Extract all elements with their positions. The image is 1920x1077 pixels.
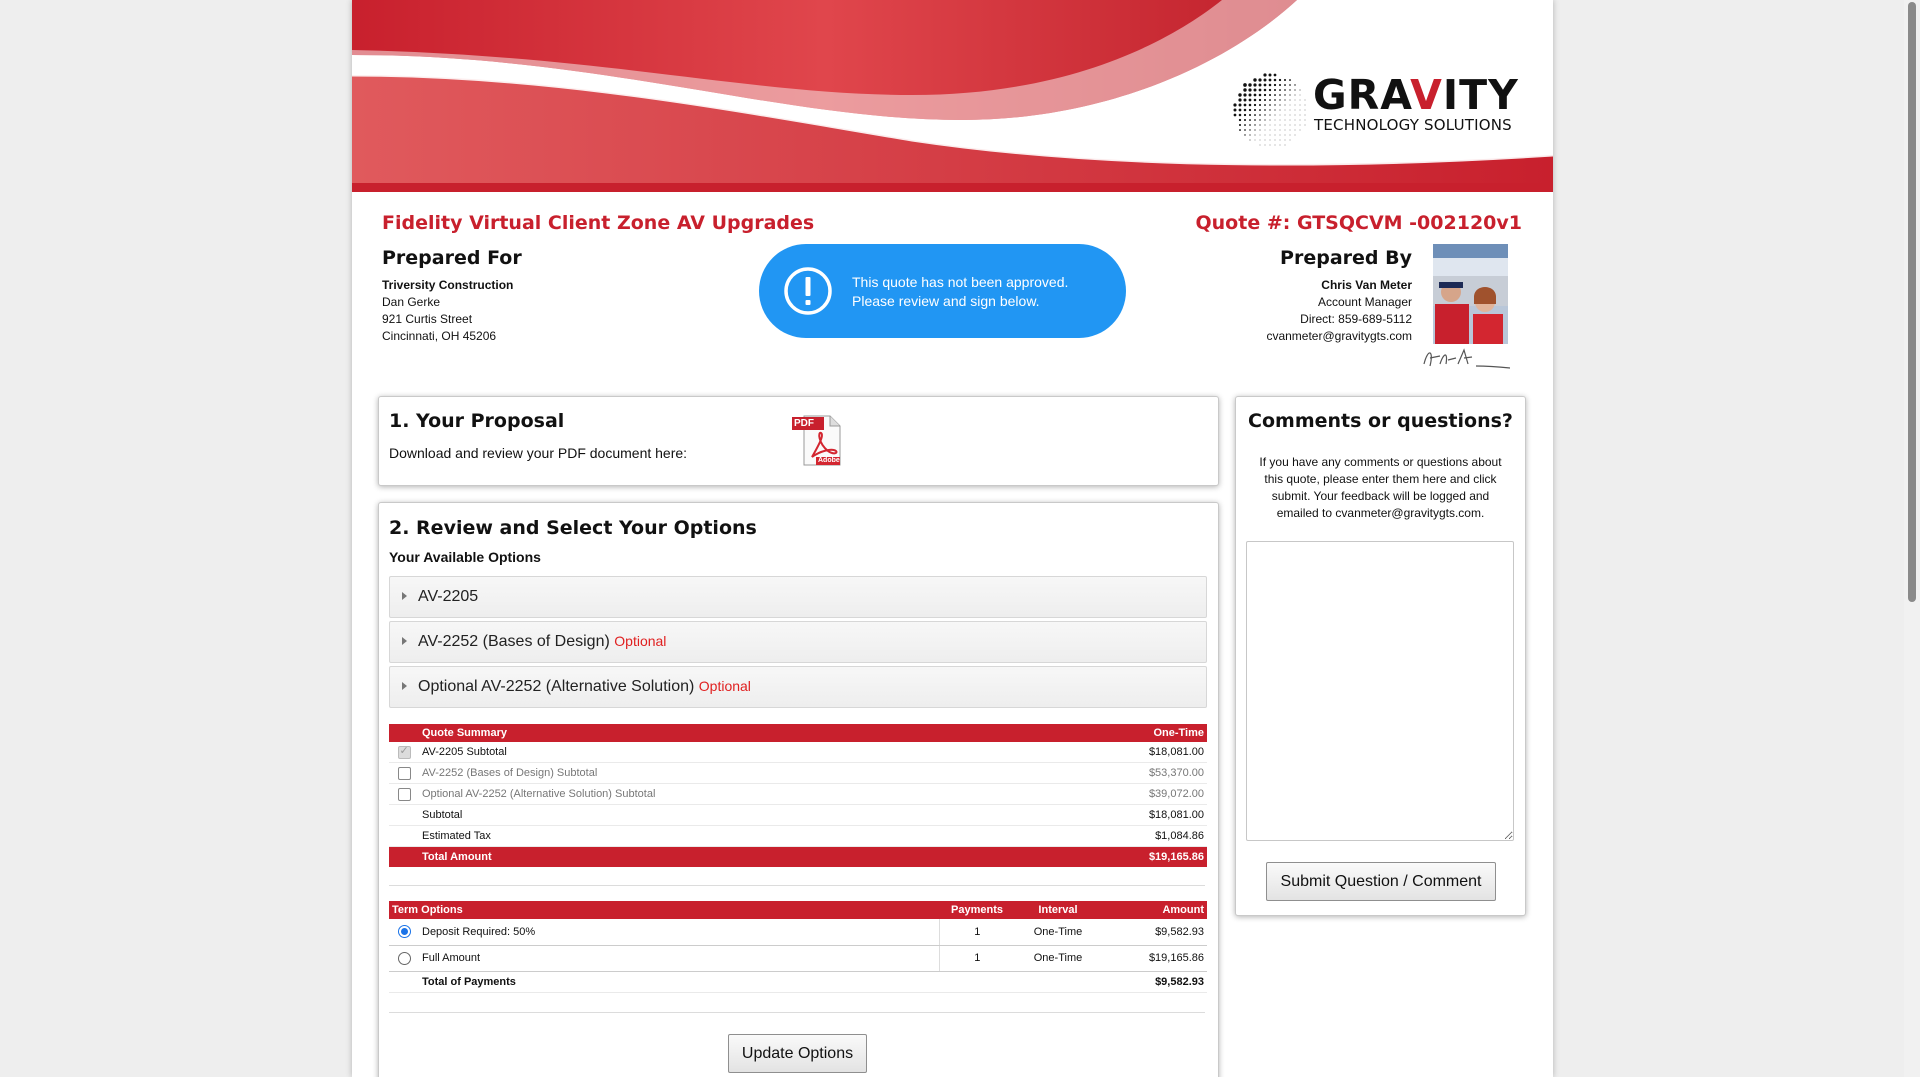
term-amount: $9,582.93 [1101,919,1207,945]
term-options-header: Term Options [389,901,939,919]
tax-row [389,826,1207,847]
payments-total-row [389,971,1207,992]
instructions-line: submit. Your feedback will be logged and [1271,489,1490,503]
caret-right-icon [402,682,407,690]
quote-number: Quote #: GTSQCVM -002120v1 [1195,212,1522,234]
instructions-line: this quote, please enter them here and click [1264,472,1497,486]
interval-header: Interval [1015,901,1101,919]
empty-cell [389,826,419,847]
proposal-text: Download and review your PDF document here: [389,445,688,461]
table-row [389,784,1207,805]
subtotal-row [389,805,1207,826]
subtotal-checkbox-av-2205[interactable] [398,746,411,759]
options-subtitle: Your Available Options [389,549,541,565]
project-title: Fidelity Virtual Client Zone AV Upgrades [382,212,815,234]
sales-rep-details [1266,277,1412,345]
client-street: 921 Curtis Street [382,312,473,326]
total-row [389,847,1207,868]
tax-label: Estimated Tax [419,826,1047,847]
vertical-scrollbar[interactable] [1904,0,1920,1077]
row-amount: $53,370.00 [1047,763,1207,784]
submit-comment-button[interactable]: Submit Question / Comment [1266,862,1496,901]
rep-email: cvanmeter@gravitygts.com [1266,329,1412,343]
proposal-panel [378,396,1219,486]
comments-instructions [1236,454,1525,522]
payments-total-label: Total of Payments [419,971,939,992]
table-header-row [389,901,1207,919]
empty-cell [1015,971,1101,992]
term-payments: 1 [939,919,1015,945]
row-label: AV-2205 Subtotal [419,742,1047,763]
empty-cell [389,805,419,826]
divider [389,1012,1205,1013]
row-label: AV-2252 (Bases of Design) Subtotal [419,763,1047,784]
comments-panel [1235,396,1526,916]
options-title: 2. Review and Select Your Options [389,517,757,539]
empty-cell [939,971,1015,992]
empty-cell [389,971,419,992]
option-accordion-av-2252-bases[interactable] [389,621,1207,663]
checkbox-cell [389,763,419,784]
payments-total-amount: $9,582.93 [1101,971,1207,992]
instructions-line: If you have any comments or questions about [1259,455,1502,469]
rep-phone: Direct: 859-689-5112 [1300,312,1412,326]
avatar [1433,244,1508,344]
quote-summary-table [389,724,1207,867]
payments-header: Payments [939,901,1015,919]
exclamation-circle-icon [783,266,833,316]
radio-cell [389,945,419,971]
instructions-line: emailed to cvanmeter@gravitygts.com. [1276,506,1485,520]
term-label: Full Amount [419,945,939,971]
term-interval: One-Time [1015,919,1101,945]
table-row [389,742,1207,763]
table-header-row [389,724,1207,742]
rep-name: Chris Van Meter [1321,278,1412,292]
option-name: AV-2205 [418,588,479,605]
checkbox-cell [389,784,419,805]
radio-cell [389,919,419,945]
pdf-download-link[interactable] [790,413,844,467]
row-amount: $18,081.00 [1047,742,1207,763]
term-amount: $19,165.86 [1101,945,1207,971]
client-company: Triversity Construction [382,278,514,292]
total-amount: $19,165.86 [1047,847,1207,868]
table-row [389,919,1207,945]
subtotal-label: Subtotal [419,805,1047,826]
header-spacer [389,724,419,742]
term-interval: One-Time [1015,945,1101,971]
term-radio-deposit[interactable] [398,925,411,938]
proposal-title: 1. Your Proposal [389,410,565,432]
term-label: Deposit Required: 50% [419,919,939,945]
optional-tag: Optional [614,633,667,649]
client-contact: Dan Gerke [382,295,441,309]
option-accordion-av-2205[interactable] [389,576,1207,618]
pdf-caption: Adobe [818,457,840,464]
pdf-badge: PDF [794,418,814,429]
caret-right-icon [402,592,407,600]
row-label: Optional AV-2252 (Alternative Solution) Subtotal [419,784,1047,805]
amount-header: Amount [1101,901,1207,919]
one-time-header: One-Time [1047,724,1207,742]
prepared-for-heading: Prepared For [382,247,522,269]
comment-textarea[interactable] [1246,541,1514,841]
signature-image [1420,346,1512,372]
option-label [418,633,666,651]
table-row [389,945,1207,971]
caret-right-icon [402,637,407,645]
client-address [382,277,513,345]
row-amount: $39,072.00 [1047,784,1207,805]
total-label: Total Amount [419,847,1047,868]
update-options-button[interactable]: Update Options [728,1034,867,1073]
term-payments: 1 [939,945,1015,971]
halftone-globe-icon [1232,72,1310,150]
quote-page [352,0,1553,1077]
subtotal-checkbox-av-2252-bases[interactable] [398,767,411,780]
scrollbar-thumb[interactable] [1908,2,1916,602]
logo-wordmark: GRAVITY [1313,71,1519,119]
gravity-logo [1232,72,1522,152]
alert-line-1: This quote has not been approved. [852,274,1069,290]
tax-amount: $1,084.86 [1047,826,1207,847]
subtotal-checkbox-av-2252-alternative[interactable] [398,788,411,801]
option-label [418,678,751,696]
prepared-by-heading: Prepared By [1280,247,1412,269]
checkbox-cell [389,742,419,763]
empty-cell [389,847,419,868]
term-options-table [389,901,1207,993]
options-panel [378,502,1219,1077]
option-name: Optional AV-2252 (Alternative Solution) [418,678,695,695]
comments-title: Comments or questions? [1248,410,1513,432]
table-row [389,763,1207,784]
alert-line-2: Please review and sign below. [852,293,1040,309]
option-label [418,588,478,606]
logo-tagline: TECHNOLOGY SOLUTIONS [1314,116,1512,134]
approval-alert [759,244,1126,338]
rep-role: Account Manager [1317,295,1412,309]
option-name: AV-2252 (Bases of Design) [418,633,610,650]
subtotal-amount: $18,081.00 [1047,805,1207,826]
term-radio-full-amount[interactable] [398,952,411,965]
optional-tag: Optional [698,678,751,694]
divider [389,885,1205,886]
client-city: Cincinnati, OH 45206 [382,329,497,343]
alert-message [852,273,1068,311]
quote-summary-header: Quote Summary [419,724,1047,742]
option-accordion-av-2252-alternative[interactable] [389,666,1207,708]
